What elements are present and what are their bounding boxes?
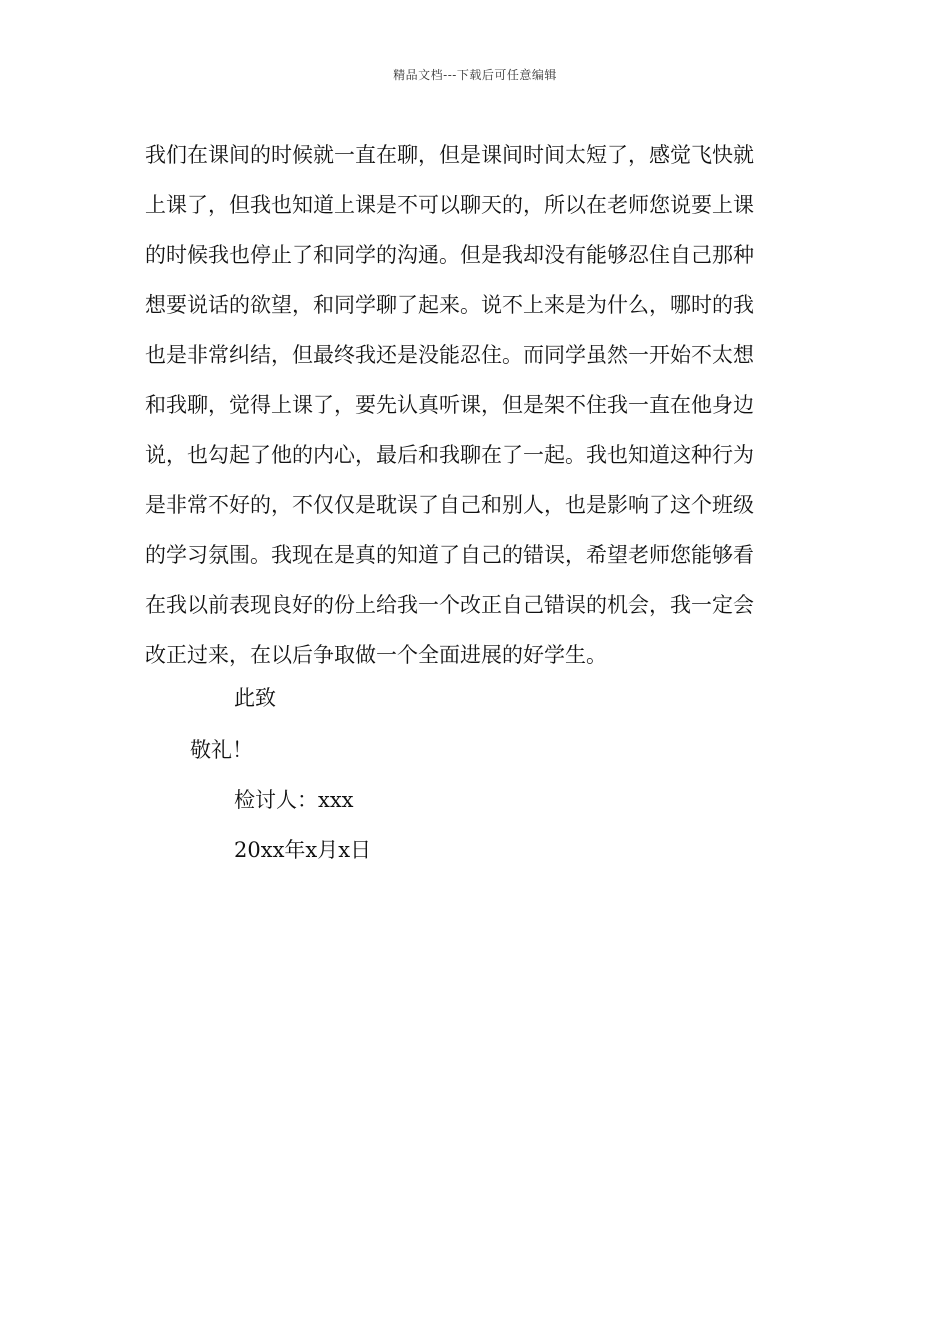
body-line: 上课了，但我也知道上课是不可以聊天的，所以在老师您说要上课 (145, 193, 754, 217)
body-line: 想要说话的欲望，和同学聊了起来。说不上来是为什么，哪时的我 (145, 293, 754, 317)
letter-body (145, 130, 810, 680)
closing-respect: 敬礼！ (190, 738, 253, 762)
body-line: 说，也勾起了他的内心，最后和我聊在了一起。我也知道这种行为 (145, 443, 754, 467)
signer-line: 检讨人：xxx (234, 788, 354, 812)
body-line: 和我聊，觉得上课了，要先认真听课，但是架不住我一直在他身边 (145, 393, 754, 417)
body-line: 也是非常纠结，但最终我还是没能忍住。而同学虽然一开始不太想 (145, 343, 754, 367)
body-line: 的时候我也停止了和同学的沟通。但是我却没有能够忍住自己那种 (145, 243, 754, 267)
body-line: 改正过来，在以后争取做一个全面进展的好学生。 (145, 643, 607, 667)
body-line: 我们在课间的时候就一直在聊，但是课间时间太短了，感觉飞快就 (145, 143, 754, 167)
body-line: 是非常不好的，不仅仅是耽误了自己和别人，也是影响了这个班级 (145, 493, 754, 517)
body-line: 在我以前表现良好的份上给我一个改正自己错误的机会，我一定会 (145, 593, 754, 617)
body-line: 的学习氛围。我现在是真的知道了自己的错误，希望老师您能够看 (145, 543, 754, 567)
page-header: 精品文档---下载后可任意编辑 (393, 68, 557, 82)
closing-salutation: 此致 (234, 686, 276, 710)
date-line: 20xx年x月x日 (234, 838, 372, 862)
